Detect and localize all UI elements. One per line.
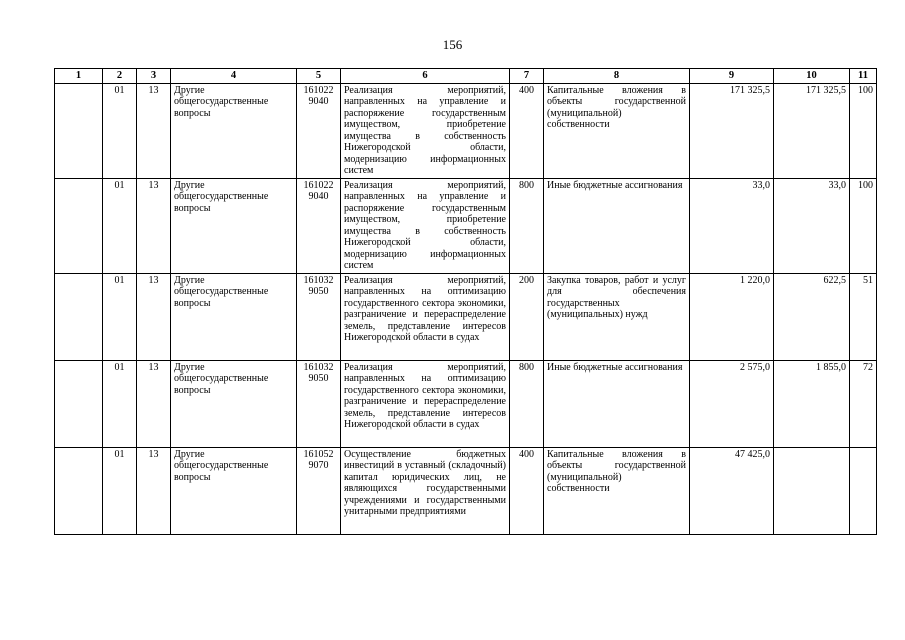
table-row: [55, 273, 877, 360]
cell-target-code: 161052 9070: [297, 447, 341, 534]
cell-col-1: [55, 178, 103, 273]
header-col-10: 10: [774, 69, 850, 84]
cell-col-1: [55, 83, 103, 178]
cell-percent: [850, 447, 877, 534]
cell-subsection-name: Другие общегосударственные вопросы: [171, 273, 297, 360]
cell-target-code: 161032 9050: [297, 273, 341, 360]
page-number: 156: [442, 37, 463, 52]
cell-target-code: 161022 9040: [297, 83, 341, 178]
cell-expense-type-name: Закупка товаров, работ и услуг для обеспечения государственных (муниципальных) нужд: [544, 273, 690, 360]
cell-planned-amount: 47 425,0: [690, 447, 774, 534]
cell-expense-type-name: Иные бюджетные ассигнования: [544, 360, 690, 447]
cell-expense-type-code: 200: [510, 273, 544, 360]
cell-percent: 100: [850, 83, 877, 178]
header-col-3: 3: [137, 69, 171, 84]
cell-executed-amount: [774, 447, 850, 534]
cell-section: 01: [103, 83, 137, 178]
cell-target-name: Реализация мероприятий, направленных на оптимизацию государственного сектора экономики, разграничение и перераспределение земель, представление интересов Нижегородской области в судах: [341, 360, 510, 447]
cell-col-1: [55, 447, 103, 534]
cell-planned-amount: 1 220,0: [690, 273, 774, 360]
header-col-11: 11: [850, 69, 877, 84]
cell-expense-type-code: 800: [510, 178, 544, 273]
cell-section: 01: [103, 178, 137, 273]
cell-subsection-name: Другие общегосударственные вопросы: [171, 83, 297, 178]
header-col-7: 7: [510, 69, 544, 84]
cell-subsection: 13: [137, 273, 171, 360]
header-col-1: 1: [55, 69, 103, 84]
header-col-8: 8: [544, 69, 690, 84]
cell-planned-amount: 171 325,5: [690, 83, 774, 178]
cell-percent: 100: [850, 178, 877, 273]
cell-subsection: 13: [137, 178, 171, 273]
cell-target-code: 161022 9040: [297, 178, 341, 273]
table-row: [55, 447, 877, 534]
table-row: [55, 83, 877, 178]
cell-subsection: 13: [137, 360, 171, 447]
cell-target-code: 161032 9050: [297, 360, 341, 447]
cell-section: 01: [103, 360, 137, 447]
cell-executed-amount: 171 325,5: [774, 83, 850, 178]
cell-subsection: 13: [137, 447, 171, 534]
cell-section: 01: [103, 447, 137, 534]
cell-subsection-name: Другие общегосударственные вопросы: [171, 178, 297, 273]
cell-expense-type-code: 400: [510, 447, 544, 534]
cell-subsection-name: Другие общегосударственные вопросы: [171, 360, 297, 447]
cell-planned-amount: 2 575,0: [690, 360, 774, 447]
cell-target-name: Реализация мероприятий, направленных на управление и распоряжение государственным имуществом, приобретение имущества в собственность Нижегородской области, модернизацию информационных систем: [341, 178, 510, 273]
cell-subsection: 13: [137, 83, 171, 178]
cell-executed-amount: 622,5: [774, 273, 850, 360]
header-col-5: 5: [297, 69, 341, 84]
cell-section: 01: [103, 273, 137, 360]
header-col-6: 6: [341, 69, 510, 84]
cell-subsection-name: Другие общегосударственные вопросы: [171, 447, 297, 534]
cell-planned-amount: 33,0: [690, 178, 774, 273]
cell-executed-amount: 33,0: [774, 178, 850, 273]
header-col-9: 9: [690, 69, 774, 84]
cell-percent: 72: [850, 360, 877, 447]
cell-expense-type-code: 800: [510, 360, 544, 447]
cell-col-1: [55, 273, 103, 360]
header-row: [55, 69, 877, 84]
cell-expense-type-name: Капитальные вложения в объекты государственной (муниципальной) собственности: [544, 83, 690, 178]
cell-target-name: Осуществление бюджетных инвестиций в уставный (складочный) капитал юридических лиц, не являющихся государственными учреждениями и государственными унитарными предприятиями: [341, 447, 510, 534]
header-col-2: 2: [103, 69, 137, 84]
cell-percent: 51: [850, 273, 877, 360]
cell-executed-amount: 1 855,0: [774, 360, 850, 447]
header-col-4: 4: [171, 69, 297, 84]
budget-table: [54, 68, 877, 535]
table-row: [55, 360, 877, 447]
cell-expense-type-name: Капитальные вложения в объекты государственной (муниципальной) собственности: [544, 447, 690, 534]
cell-expense-type-name: Иные бюджетные ассигнования: [544, 178, 690, 273]
cell-target-name: Реализация мероприятий, направленных на управление и распоряжение государственным имуществом, приобретение имущества в собственность Нижегородской области, модернизацию информационных систем: [341, 83, 510, 178]
cell-col-1: [55, 360, 103, 447]
cell-expense-type-code: 400: [510, 83, 544, 178]
table-row: [55, 178, 877, 273]
cell-target-name: Реализация мероприятий, направленных на оптимизацию государственного сектора экономики, разграничение и перераспределение земель, представление интересов Нижегородской области в судах: [341, 273, 510, 360]
